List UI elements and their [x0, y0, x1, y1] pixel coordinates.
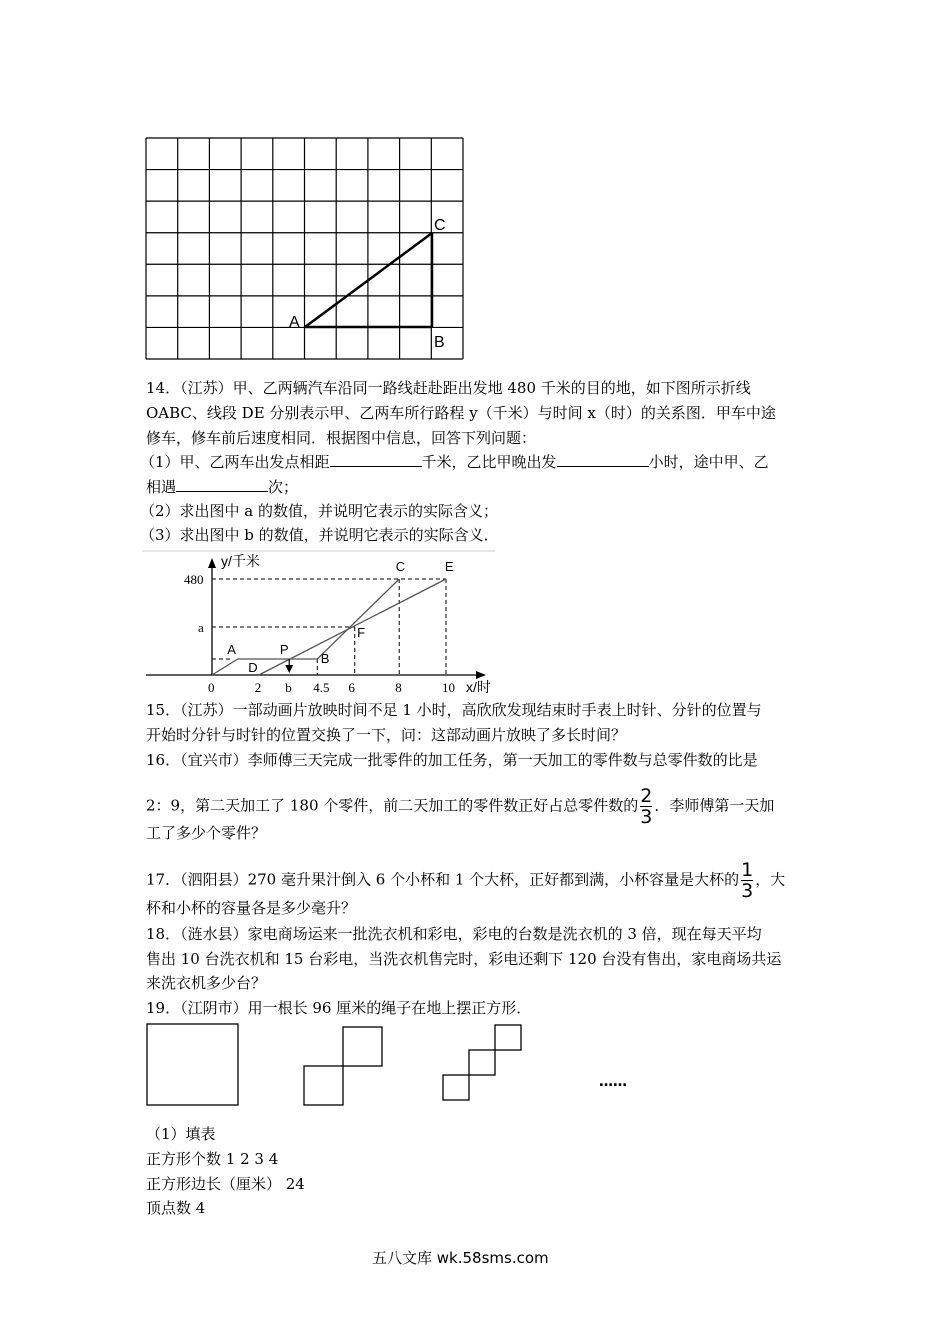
- y-tick-label: a: [198, 620, 204, 635]
- q17-line1: [146, 861, 785, 900]
- y-tick-label: 480: [184, 572, 204, 587]
- q14-part1-line1: [140, 452, 769, 472]
- q14-line1: 14．（江苏）甲、乙两辆汽车沿同一路线赶赴距出发地 480 千米的目的地，如下图所示折线: [146, 379, 751, 397]
- fraction-one-third: [741, 861, 753, 900]
- x-tick-label: 8: [395, 680, 402, 695]
- point-label-f: F: [357, 625, 366, 640]
- q19-line1: 19．（江阴市）用一根长 96 厘米的绳子在地上摆正方形．: [146, 999, 532, 1017]
- point-label-b: B: [320, 651, 330, 666]
- pattern-one-square: [147, 1024, 238, 1105]
- fraction-two-thirds: [640, 787, 652, 826]
- y-axis-label: y/千米: [221, 553, 260, 569]
- q17-line1-b: ，大: [755, 870, 786, 889]
- point-label-d: D: [248, 660, 258, 675]
- q18-line3: 来洗衣机多少台？: [146, 974, 267, 992]
- q14-p1-b: 千米，乙比甲晚出发: [421, 453, 557, 471]
- fraction-numerator: 1: [741, 859, 754, 881]
- travel-chart: [140, 548, 510, 700]
- x-axis-label: x/时: [466, 679, 491, 695]
- y-axis-arrow-icon: [208, 558, 216, 568]
- square-patterns: [140, 1018, 660, 1110]
- q16-line2-a: 2：9，第二天加工了 180 个零件，前二天加工的零件数正好占总零件数的: [146, 796, 639, 815]
- answer-blank-delay[interactable]: [557, 452, 649, 467]
- q17-line2: 杯和小杯的容量各是多少毫升？: [146, 899, 357, 917]
- q18-line1: 18．（涟水县）家电商场运来一批洗衣机和彩电，彩电的台数是洗衣机的 3 倍，现在每天平均: [146, 925, 762, 943]
- pattern-three-squares: [443, 1025, 521, 1100]
- point-label-c: C: [395, 559, 406, 574]
- grid-label-b: B: [434, 334, 445, 351]
- q19-row-side: 正方形边长（厘米） 24: [146, 1175, 305, 1193]
- q16-line2-b: ．李师傅第一天加: [654, 796, 775, 815]
- point-label-a: A: [227, 642, 236, 657]
- x-tick-label: 0: [208, 680, 215, 695]
- point-label-p: P: [279, 642, 289, 657]
- grid-figure: [140, 133, 470, 365]
- x-tick-label: b: [285, 680, 292, 695]
- fraction-denominator: 3: [741, 880, 754, 902]
- x-tick-label: 6: [348, 680, 355, 695]
- q16-line2: [146, 787, 774, 826]
- x-tick-label: 4.5: [313, 680, 330, 695]
- q19-row-vertices: 顶点数 4: [146, 1199, 206, 1217]
- p-drop-arrow-icon: [285, 665, 293, 673]
- q16-line1: 16．（宜兴市）李师傅三天完成一批零件的加工任务，第一天加工的零件数与总零件数的比是: [146, 751, 758, 769]
- q19-fill-table: （1）填表: [146, 1125, 216, 1143]
- q18-line2: 售出 10 台洗衣机和 15 台彩电，当洗衣机售完时，彩电还剩下 120 台没有售出，家电商场共运: [146, 950, 782, 968]
- q14-part3: （3）求出图中 b 的数值，并说明它表示的实际含义．: [140, 526, 499, 544]
- q14-p1-a: （1）甲、乙两车出发点相距: [140, 453, 330, 471]
- q14-p1-d: 相遇: [146, 478, 177, 496]
- fraction-numerator: 2: [640, 785, 653, 807]
- x-tick-label: 2: [254, 680, 262, 695]
- q14-part1-line2: [146, 477, 298, 497]
- q16-line3: 工了多少个零件？: [146, 824, 267, 842]
- x-tick-label: 10: [442, 680, 455, 695]
- point-label-e: E: [444, 559, 454, 574]
- answer-blank-meetings[interactable]: [176, 477, 268, 492]
- q14-part2: （2）求出图中 a 的数值，并说明它表示的实际含义；: [140, 502, 499, 520]
- grid-label-c: C: [434, 217, 446, 234]
- q14-line3: 修车，修车前后速度相同．根据图中信息，回答下列问题：: [146, 429, 537, 447]
- q14-line2: OABC、线段 DE 分别表示甲、乙两车所行路程 y（千米）与时间 x（时）的关系图．甲车中途: [146, 404, 776, 422]
- series-de-line: [259, 579, 446, 675]
- grid-label-a: A: [289, 314, 300, 331]
- q17-line1-a: 17．（泗阳县）270 毫升果汁倒入 6 个小杯和 1 个大杯，正好都到满，小杯容量是大杯的: [146, 870, 740, 889]
- q14-p1-c: 小时，途中甲、乙: [648, 453, 769, 471]
- q19-row-count: 正方形个数 1 2 3 4: [146, 1150, 279, 1168]
- pattern-two-squares: [304, 1027, 382, 1105]
- footer-watermark: 五八文库 wk.58sms.com: [372, 1249, 549, 1267]
- pattern-ellipsis: ……: [599, 1074, 627, 1090]
- q15-line1: 15．（江苏）一部动画片放映时间不足 1 小时，高欣欣发现结束时手表上时针、分针的位置与: [146, 701, 762, 719]
- x-axis-arrow-icon: [476, 671, 486, 679]
- q15-line2: 开始时分针与时针的位置交换了一下，问：这部动画片放映了多长时间？: [146, 726, 627, 744]
- answer-blank-distance[interactable]: [330, 452, 422, 467]
- q14-p1-e: 次；: [268, 478, 299, 496]
- fraction-denominator: 3: [640, 806, 653, 828]
